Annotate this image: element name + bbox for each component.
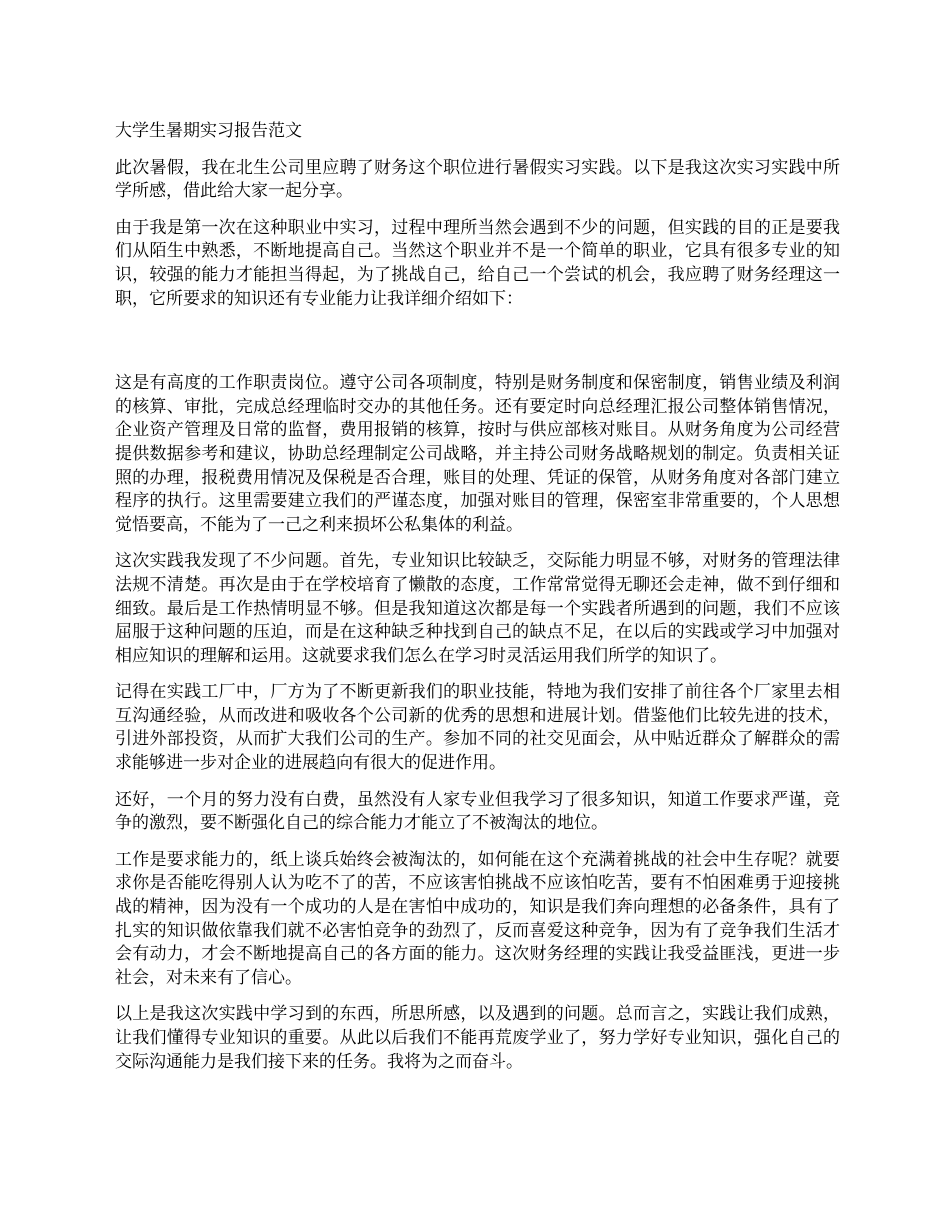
paragraph-problems: 这次实践我发现了不少问题。首先，专业知识比较缺乏，交际能力明显不够，对财务的管理法律法规不清楚。再次是由于在学校培育了懒散的态度，工作常常觉得无聊还会走神，做不到仔细和细致。最后是工作热情明显不够。但是我知道这次都是每一个实践者所遇到的问题，我们不应该屈服于这种问题的压迫，而是在这种缺乏种找到自己的缺点不足，在以后的实践或学习中加强对相应知识的理解和运用。这就要求我们怎么在学习时灵活运用我们所学的知识了。 [115, 551, 840, 666]
paragraph-duties: 这是有高度的工作职责岗位。遵守公司各项制度，特别是财务制度和保密制度，销售业绩及利润的核算、审批，完成总经理临时交办的其他任务。还有要定时向总经理汇报公司整体销售情况，企业资产管理及日常的监督，费用报销的核算，按时与供应部核对账目。从财务角度为公司经营提供数据参考和建议，协助总经理制定公司战略，并主持公司财务战略规划的制定。负责相关证照的办理，报税费用情况及保税是否合理，账目的处理、凭证的保管，从财务角度对各部门建立程序的执行。这里需要建立我们的严谨态度，加强对账目的管理，保密室非常重要的，个人思想觉悟要高，不能为了一己之利来损坏公私集体的利益。 [115, 373, 840, 535]
paragraph-intro: 此次暑假，我在北生公司里应聘了财务这个职位进行暑假实习实践。以下是我这次实习实践中所学所感，借此给大家一起分享。 [115, 157, 840, 202]
paragraph-background: 由于我是第一次在这种职业中实习，过程中理所当然会遇到不少的问题，但实践的目的正是要我们从陌生中熟悉，不断地提高自己。当然这个职业并不是一个简单的职业，它具有很多专业的知识，较强的能力才能担当得起，为了挑战自己，给自己一个尝试的机会，我应聘了财务经理这一职，它所要求的知识还有专业能力让我详细介绍如下： [115, 217, 840, 309]
paragraph-ability: 工作是要求能力的，纸上谈兵始终会被淘汰的，如何能在这个充满着挑战的社会中生存呢？就要求你是否能吃得别人认为吃不了的苦，不应该害怕挑战不应该怕吃苦，要有不怕困难勇于迎接挑战的精神，因为没有一个成功的人是在害怕中成功的，知识是我们奔向理想的必备条件，具有了扎实的知识做依靠我们就不必害怕竞争的劲烈了，反而喜爱这种竞争，因为有了竞争我们生活才会有动力，才会不断地提高自己的各方面的能力。这次财务经理的实践让我受益匪浅，更进一步社会，对未来有了信心。 [115, 849, 840, 988]
document-body [115, 120, 840, 1087]
blank-spacer [115, 324, 840, 372]
paragraph-result: 还好，一个月的努力没有白费，虽然没有人家专业但我学习了很多知识，知道工作要求严谨，竞争的激烈，要不断强化自己的综合能力才能立了不被淘汰的地位。 [115, 789, 840, 834]
document-title: 大学生暑期实习报告范文 [115, 121, 302, 141]
paragraph-factory: 记得在实践工厂中，厂方为了不断更新我们的职业技能，特地为我们安排了前往各个厂家里去相互沟通经验，从而改进和吸收各个公司新的优秀的思想和进展计划。借鉴他们比较先进的技术，引进外部投资，从而扩大我们公司的生产。参加不同的社交见面会，从中贴近群众了解群众的需求能够进一步对企业的进展趋向有很大的促进作用。 [115, 682, 840, 774]
paragraph-conclusion: 以上是我这次实践中学习到的东西，所思所感，以及遇到的问题。总而言之，实践让我们成熟，让我们懂得专业知识的重要。从此以后我们不能再荒废学业了，努力学好专业知识，强化自己的交际沟通能力是我们接下来的任务。我将为之而奋斗。 [115, 1004, 840, 1072]
